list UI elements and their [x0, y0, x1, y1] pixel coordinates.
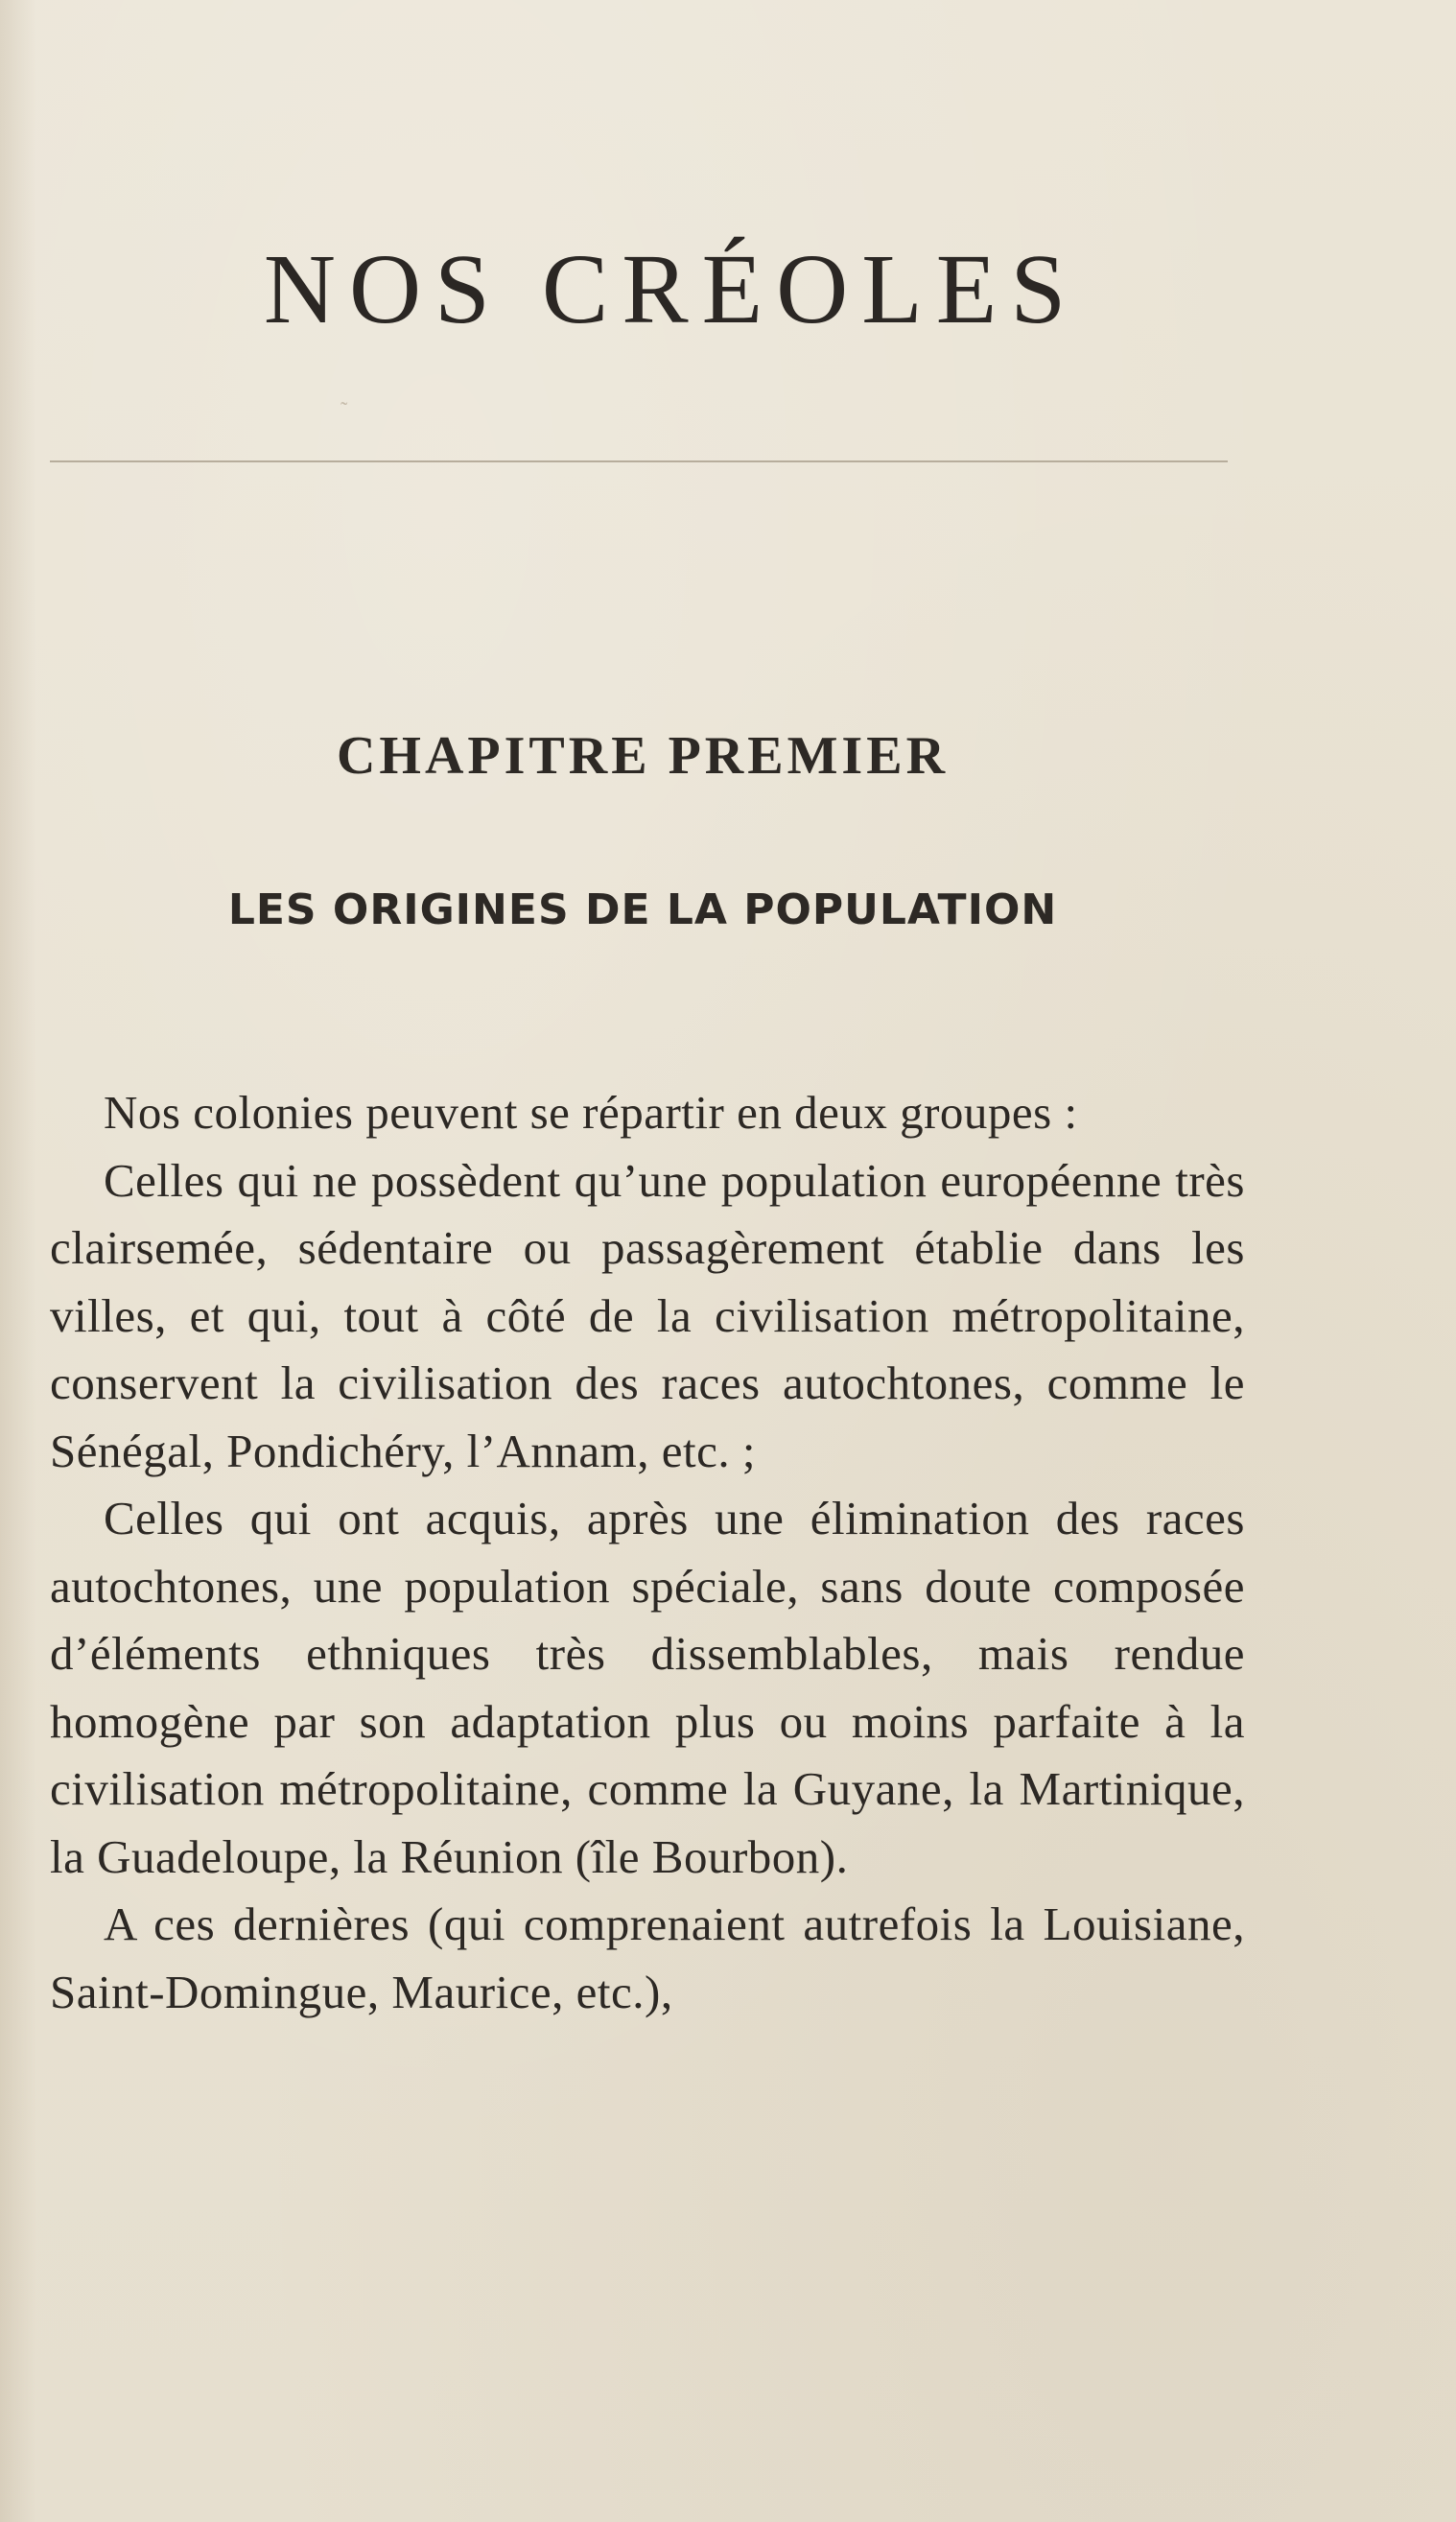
book-title: NOS CRÉOLES: [263, 234, 1080, 344]
paragraph: A ces dernières (qui comprenaient autrefois la Louisiane, Saint-Domingue, Maurice, etc.),: [50, 1897, 1245, 2018]
ornament-mark: ˜: [341, 397, 348, 421]
paragraph: Celles qui ont acquis, après une élimination des races autochtones, une population spéciale, sans doute composée d’éléments ethniques très dissemblables, mais rendue homogène par son adaptation plus ou moins parfaite à la civilisation métropolitaine, comme la Guyane, la Martinique, la Guadeloupe, la Réunion (île Bourbon).: [50, 1492, 1245, 1883]
chapter-heading: CHAPITRE PREMIER: [336, 726, 950, 786]
chapter-title: LES ORIGINES DE LA POPULATION: [227, 885, 1058, 934]
paragraph: Celles qui ne possèdent qu’une population européenne très clairsemée, sédentaire ou passagèrement établie dans les villes, et qui, tout à côté de la civilisation métropolitaine, conservent la civilisation des races autochtones, comme le Sénégal, Pondichéry, l’Annam, etc. ;: [50, 1153, 1245, 1477]
paragraph: Nos colonies peuvent se répartir en deux groupes :: [104, 1086, 1078, 1139]
title-rule: [50, 460, 1228, 462]
body-text: [50, 1079, 1245, 2026]
